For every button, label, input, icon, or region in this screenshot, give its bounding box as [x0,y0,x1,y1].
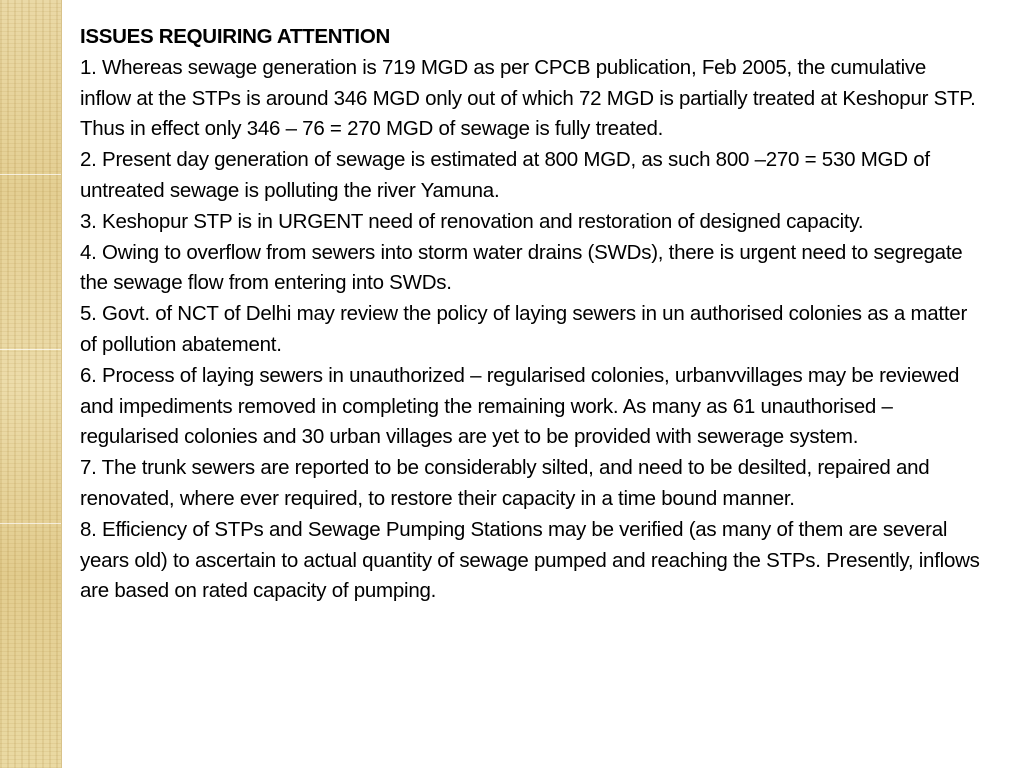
strip-seam [0,349,61,350]
strip-seam [0,523,61,524]
issue-item-6: 6. Process of laying sewers in unauthorized – regularised colonies, urbanvvillages may be reviewed and impediments removed in completing the remaining work. As many as 61 unauthorised – regularised colonies and 30 urban villages are yet to be provided with sewerage system. [80,363,960,449]
issue-item-3: 3. Keshopur STP is in URGENT need of renovation and restoration of designed capacity. [80,209,864,233]
issue-item-8: 8. Efficiency of STPs and Sewage Pumping Stations may be verified (as many of them are several years old) to ascertain to actual quantity of sewage pumped and reaching the STPs. Presently, inflows are based on rated capacity of pumping. [80,517,980,603]
decorative-side-strip [0,0,62,768]
issue-item-2: 2. Present day generation of sewage is estimated at 800 MGD, as such 800 –270 = 530 MGD of untreated sewage is polluting the river Yamuna. [80,148,930,202]
issue-item-5: 5. Govt. of NCT of Delhi may review the policy of laying sewers in un authorised colonies as a matter of pollution abatement. [80,302,968,356]
issue-item-7: 7. The trunk sewers are reported to be considerably silted, and need to be desilted, repaired and renovated, where ever required, to restore their capacity in a time bound manner. [80,456,930,510]
strip-seam [0,174,61,175]
slide-title: ISSUES REQUIRING ATTENTION [80,25,390,48]
issue-item-4: 4. Owing to overflow from sewers into storm water drains (SWDs), there is urgent need to segregate the sewage flow from entering into SWDs. [80,240,963,295]
slide-content [80,22,980,607]
issue-item-1: 1. Whereas sewage generation is 719 MGD as per CPCB publication, Feb 2005, the cumulative inflow at the STPs is around 346 MGD only out of which 72 MGD is partially treated at Keshopur STP. Thus in effect only 346 – 76 = 270 MGD of sewage is fully treated. [80,55,976,141]
